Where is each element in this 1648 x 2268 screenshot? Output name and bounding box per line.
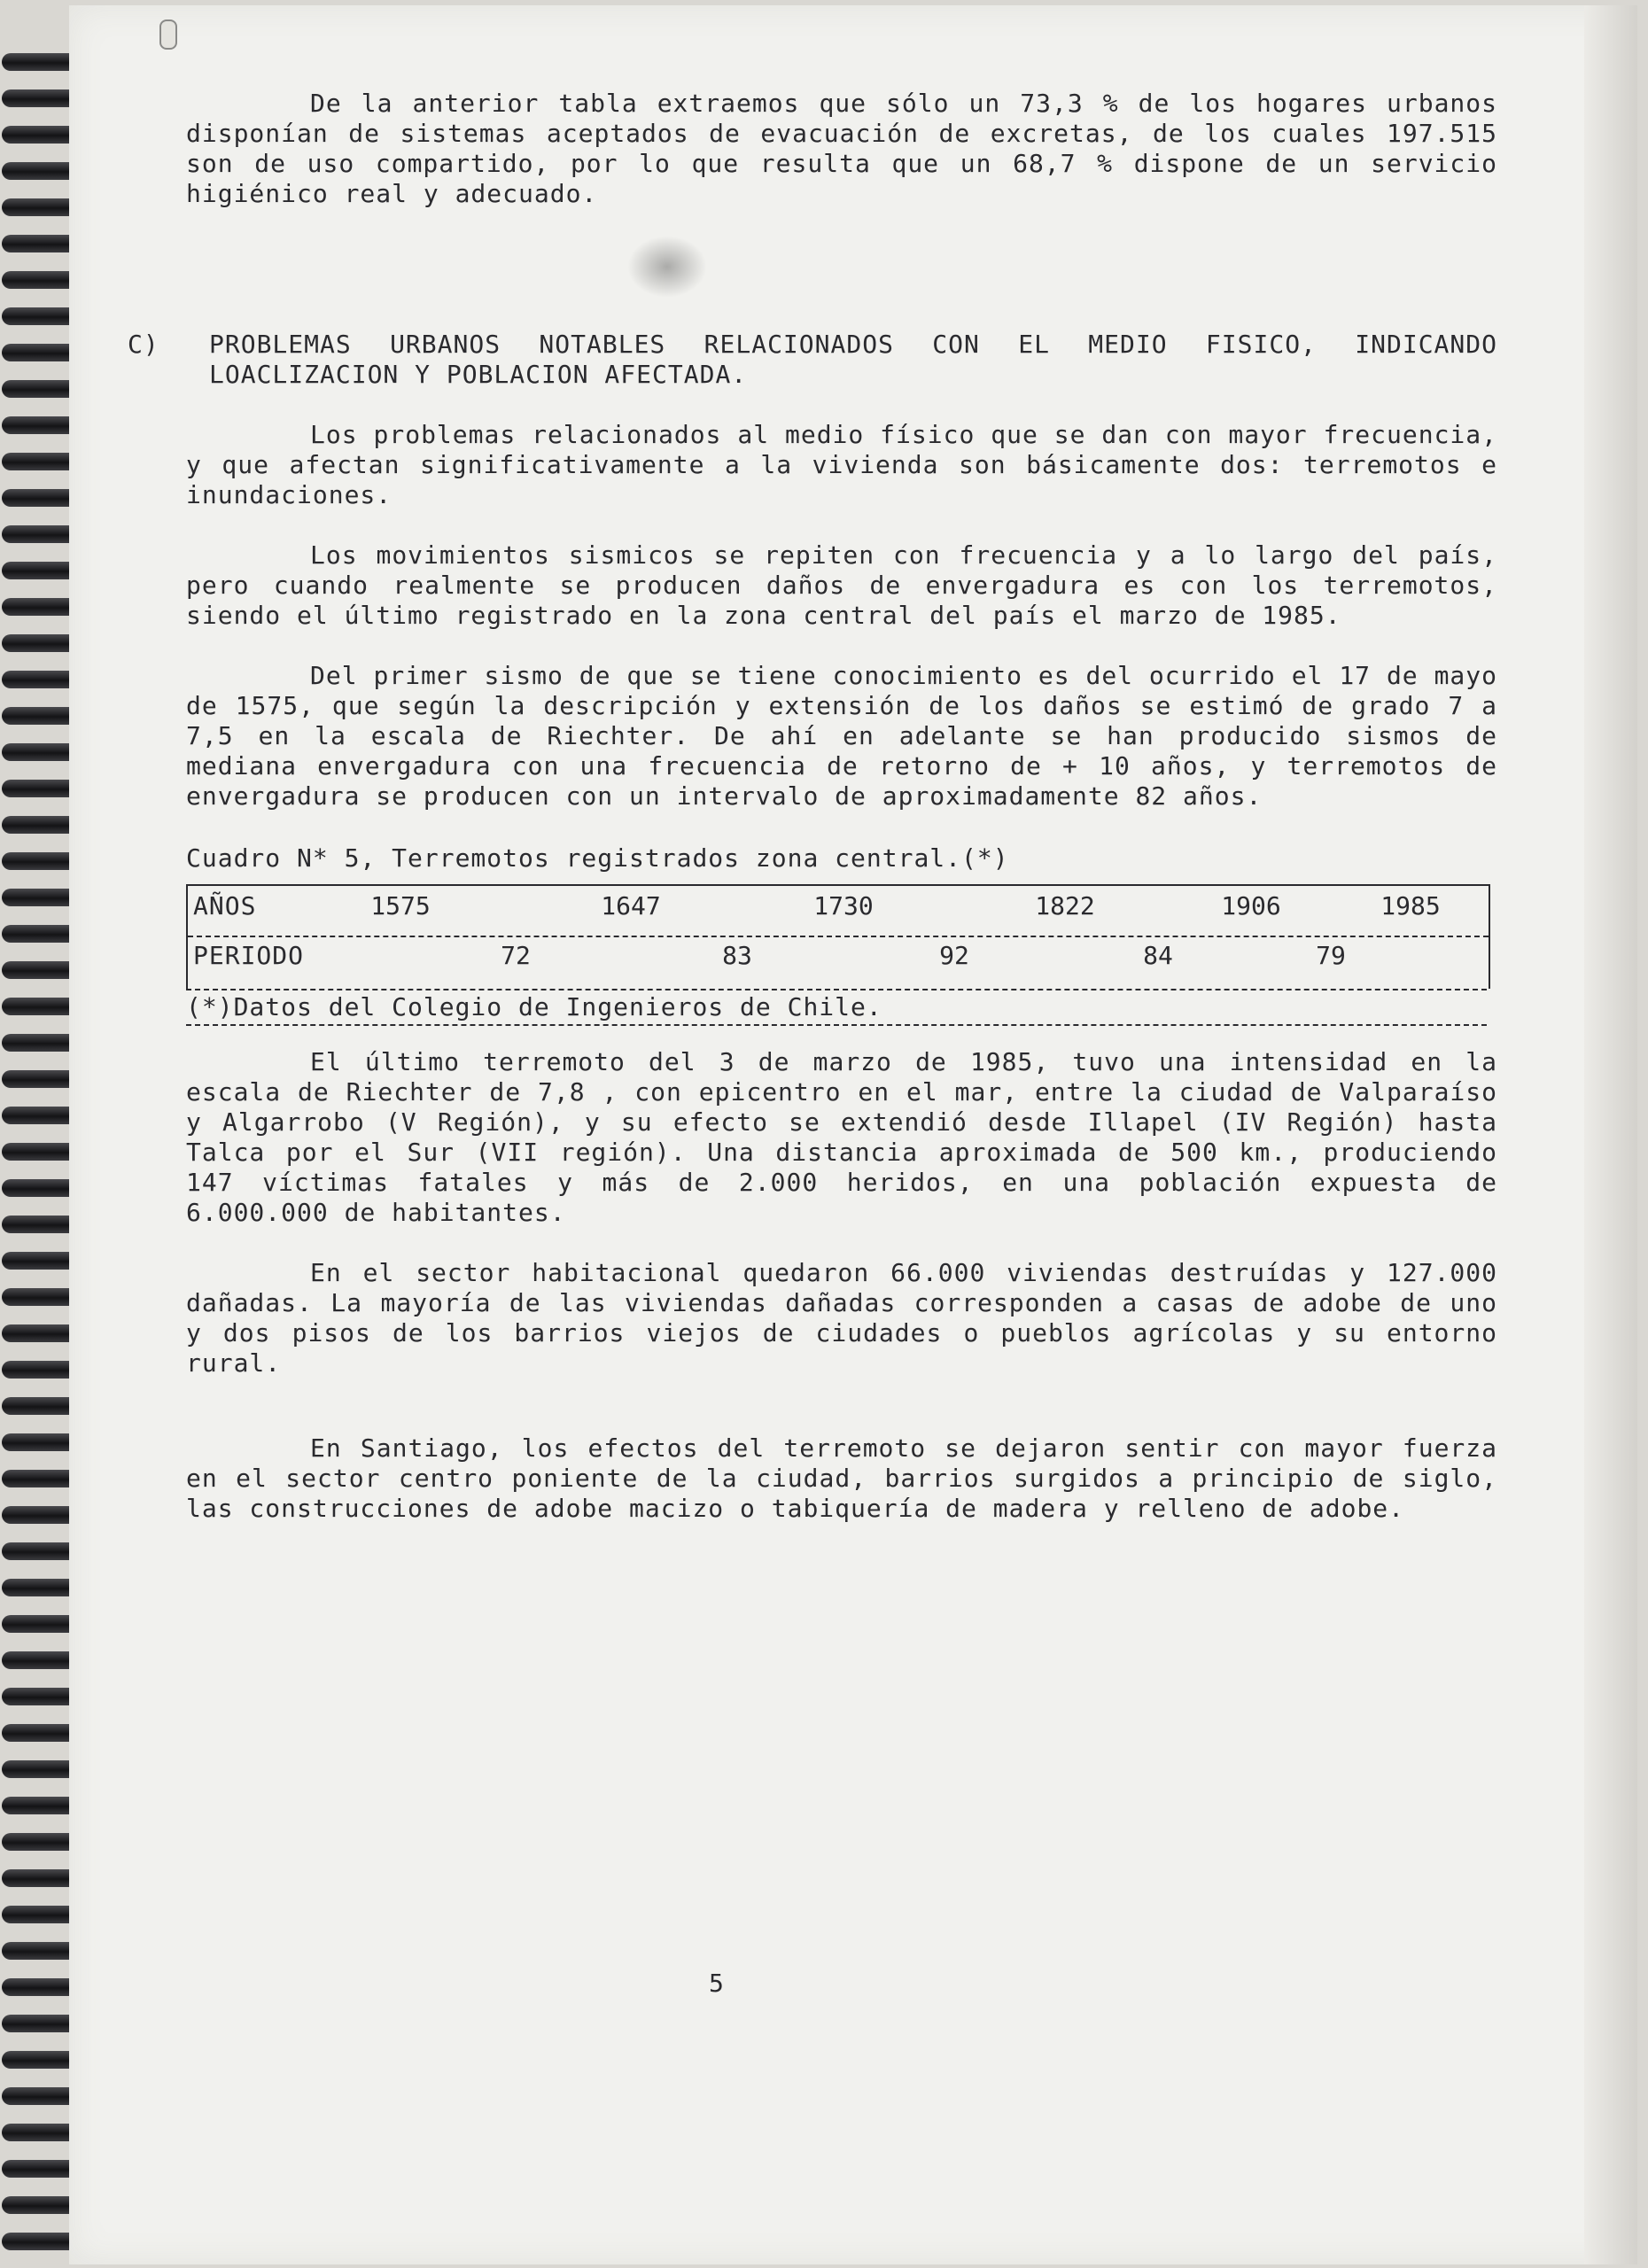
year-cell: 1985 [1380, 891, 1441, 920]
section-title: PROBLEMAS URBANOS NOTABLES RELACIONADOS CON EL MEDIO FISICO, INDICANDO LOACLIZACION Y POBLACION AFECTADA. [209, 330, 1497, 389]
period-cell: 79 [1316, 941, 1346, 970]
page-edge [1584, 5, 1637, 2264]
table-footnote: (*)Datos del Colegio de Ingenieros de Chile. [186, 992, 882, 1021]
year-cell: 1906 [1221, 891, 1281, 920]
paragraph-first-earthquake: Del primer sismo de que se tiene conocimiento es del ocurrido el 17 de mayo de 1575, que según la descripción y extensión de los daños se estimó de grado 7 a 7,5 en la escala de Riechter. De ahí en adelante se han producido sismos de mediana envergadura con una frecuencia de retorno de + 10 años, y terremotos de envergadura se producen con un intervalo de aproximadamente 82 años. [186, 661, 1497, 811]
paragraph-housing-damage: En el sector habitacional quedaron 66.000 viviendas destruídas y 127.000 dañadas. La mayoría de las viviendas dañadas corresponden a casas de adobe de uno y dos pisos de los barrios viejos de ciudades o pueblos agrícolas y su entorno rural. [186, 1258, 1497, 1378]
paragraph-santiago: En Santiago, los efectos del terremoto se dejaron sentir con mayor fuerza en el sector centro poniente de la ciudad, barrios surgidos a principio de siglo, las construcciones de adobe macizo o tabiquería de madera y relleno de adobe. [186, 1433, 1497, 1523]
table-bottom-rule [186, 989, 1487, 990]
paragraph-seismic-movements: Los movimientos sismicos se repiten con frecuencia y a lo largo del país, pero cuando realmente se producen daños de envergadura es con los terremotos, siendo el último registrado en la zona central del país el marzo de 1985. [186, 540, 1497, 630]
year-cell: 1647 [601, 891, 661, 920]
table-row-years [188, 886, 1489, 921]
year-cell: 1575 [370, 891, 431, 920]
paragraph-sanitation: De la anterior tabla extraemos que sólo un 73,3 % de los hogares urbanos disponían de sistemas aceptados de evacuación de excretas, de los cuales 197.515 son de uso compartido, por lo que resulta que un 68,7 % dispone de un servicio higiénico real y adecuado. [186, 89, 1497, 208]
period-cell: 84 [1143, 941, 1173, 970]
punch-hole [159, 19, 177, 50]
period-cell: 83 [722, 941, 752, 970]
table-row-periods [188, 936, 1489, 971]
paragraph-1985-earthquake: El último terremoto del 3 de marzo de 1985, tuvo una intensidad en la escala de Riechter de 7,8 , con epicentro en el mar, entre la ciudad de Valparaíso y Algarrobo (V Región), y su efecto se extendió desde Illapel (IV Región) hasta Talca por el Sur (VII región). Una distancia aproximada de 500 km., produciendo 147 víctimas fatales y más de 2.000 heridos, en una población expuesta de 6.000.000 de habitantes. [186, 1047, 1497, 1227]
section-letter: C) [128, 330, 159, 359]
period-cell: 72 [501, 941, 531, 970]
year-cell: 1822 [1035, 891, 1095, 920]
period-label: PERIODO [193, 941, 305, 970]
section-heading [128, 330, 1497, 390]
page-number: 5 [709, 1969, 724, 1998]
page-content [128, 89, 1497, 1524]
year-cell: 1730 [813, 891, 874, 920]
earthquake-table [186, 884, 1490, 989]
paragraph-problems: Los problemas relacionados al medio físico que se dan con mayor frecuencia, y que afectan significativamente a la vivienda son básicamente dos: terremotos e inundaciones. [186, 420, 1497, 509]
years-label: AÑOS [193, 891, 257, 920]
period-cell: 92 [939, 941, 969, 970]
table-caption: Cuadro N* 5, Terremotos registrados zona central.(*) [186, 843, 1009, 873]
